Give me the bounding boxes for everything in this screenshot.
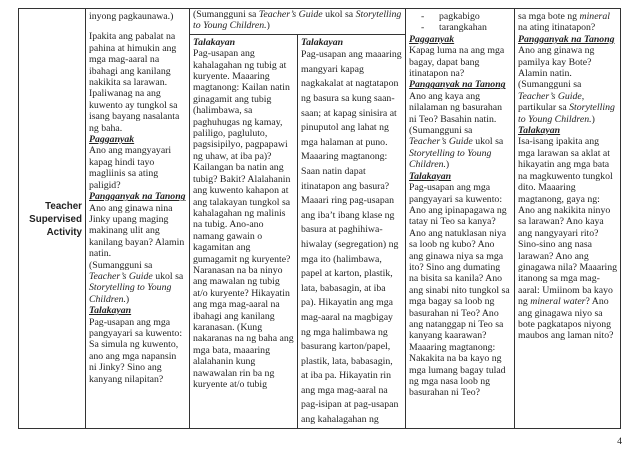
text-paragraph: Pag-usapan ang kahalagahan ng tubig at kuryente. Maaaring magtanong: Kailan natin ginagamit ang tubig (halimbawa, sa paghuhugas ng kamay, paliligo, pagluluto, pagsisipilyo, pagpapawi ng uhaw, at iba pa)? Kailangan ba natin ang tubig? Bakit? Alalahanin ang kuwento kahapon at ang talakayan tungkol sa kahalagahan ng malinis na tubig. Ano-ano namang gawain o kagamitan ang gumagamit ng kuryente? Naranasan na ba ninyo ang mawalan ng tubig at/o kuryente? Hikayatin ang mga mag-aaral na ibahagi ang kanilang karanasan. (Kung nakaranas na ng baha ang mga bata, maaaring alalahanin kung nawawalan rin ba ng kuryente at/o tubig (193, 48, 294, 390)
section-heading: Talakayan (409, 170, 452, 182)
row-label-line: Supervised (29, 213, 82, 225)
reference-note: (Sumangguni sa Teacher’s Guide, partikular sa Storytelling to Young Children.) (518, 79, 615, 125)
text-paragraph: Pag-usapan ang mga pangyayari sa kuwento: Ano ang ipinapagawa ng tatay ni Teo sa kanya? Ano ang natuklasan niya sa loob ng kubo? Ano ang ginawa niya sa mga ito? Sino ang dumating na bisita sa kanila? Ano ang sinabi nito tungkol sa mga bagay sa loob ng basurahan ni Teo? Ano ang natanggap ni Teo sa kanyang kaarawan? Maaaring magtanong: Nakakita na ba kayo ng mga lumang bagay tulad ng mga nasa loob ng basurahan ni Teo? (409, 182, 510, 399)
section-heading: Pangganyak na Tanong (409, 79, 506, 91)
row-label-line: Teacher (45, 200, 82, 212)
list-item: - tarangkahan (419, 22, 511, 33)
reference-note: (Sumangguni sa Teacher’s Guide ukol sa Storytelling to Young Children.) (89, 259, 184, 305)
day1-cell (86, 9, 190, 429)
section-heading: Talakayan (518, 125, 561, 137)
section-heading: Talakayan (193, 36, 236, 48)
row-label-cell (19, 9, 86, 429)
page-number: 4 (617, 436, 622, 447)
section-heading: Talakayan (301, 36, 344, 48)
section-heading: Pangganyak na Tanong (89, 191, 186, 203)
day3-cell (406, 9, 515, 429)
text-paragraph: Isa-isang ipakita ang mga larawan sa aklat at hikayatin ang mga bata na magkuwento tungkol dito. Maaaring magtanong, gaya ng: Ano ang nakikita ninyo sa larawan? Ano kaya ang nangyayari rito? Sino-sino ang nasa larawan? Ano ang ginagawa nila? Maaaring itanong sa mga mag-aaral: Umiinom ba kayo ng mineral water? Ano ang ginagawa niyo sa bote pagkatapos niyong maubos ang laman nito? (518, 136, 618, 342)
lesson-plan-table (18, 8, 621, 429)
text-paragraph: Ano ang kaya ang nilalaman ng basurahan ni Teo? Basahin natin. (409, 90, 503, 125)
day2-subcolumn-left (190, 35, 297, 428)
row-label-line: Activity (46, 226, 82, 238)
text-paragraph: Ano ang ginawa ng pamilya kay Bote? Alamin natin. (518, 45, 595, 80)
text-paragraph: Kapag luma na ang mga bagay, dapat bang itinatapon na? (409, 45, 505, 80)
text-paragraph: inyong pagkaunawa.) (89, 11, 174, 22)
section-heading: Pagganyak (89, 134, 135, 146)
day2-cell (190, 9, 406, 429)
section-heading: Talakayan (89, 305, 132, 317)
text-paragraph: Ipakita ang pabalat na pahina at himukin ang mga mag-aaral na ibahagi ang kanilang nakikita sa larawan. Ipaliwanag na ang kuwento ay tungkol sa isang bayang nasalanta ng baha. (89, 31, 180, 134)
text-paragraph: Pag-usapan ang mga pangyayari sa kuwento: Sa simula ng kuwento, ano ang mga napansin ni Jinky? Sino ang kanyang nilapitan? (89, 316, 183, 385)
text-paragraph: Ano ang ginawa nina Jinky upang maging makinang ulit ang kanilang bayan? Alamin natin. (89, 202, 185, 260)
day4-cell (515, 9, 621, 429)
text-paragraph: sa mga bote ng mineral na ating itinatapon? (518, 11, 610, 34)
reference-note: (Sumangguni sa Teacher’s Guide ukol sa Storytelling to Young Children.) (409, 125, 504, 171)
list-item: - pagkabigo (419, 11, 511, 22)
lesson-plan-sheet (18, 8, 620, 428)
vocabulary-list (409, 11, 511, 34)
text-paragraph: Ano ang mangyayari kapag hindi tayo magliinis sa ating paligid? (89, 145, 172, 191)
text-paragraph: Pag-usapan ang maaaring mangyari kapag nagkakalat at nagtatapon ng basura sa kung saan-saan; at kapag sinisira at pinuputol ang lahat ng mga halaman at puno. Maaaring magtanong: Saan natin dapat itinatapon ang basura? Maaari ring pag-usapan ang iba’t ibang klase ng basura at paghihiwa-hiwalay (segregation) ng mga ito (halimbawa, papel at karton, plastik, lata, babasagin, at iba pa). Hikayatin ang mga mag-aaral na magbigay ng mga halimbawa ng basurang karton/papel, plastik, lata, babasagin, at iba pa. Hikayatin rin ang mga mag-aaral na pag-isipan at pag-usapan ang kahalagahan ng (301, 49, 402, 426)
reference-note: (Sumangguni sa Teacher’s Guide ukol sa Storytelling to Young Children.) (190, 9, 405, 35)
section-heading: Pagganyak (409, 33, 455, 45)
day2-subcolumn-right (297, 35, 405, 428)
section-heading: Pangganyak na Tanong (518, 33, 615, 45)
